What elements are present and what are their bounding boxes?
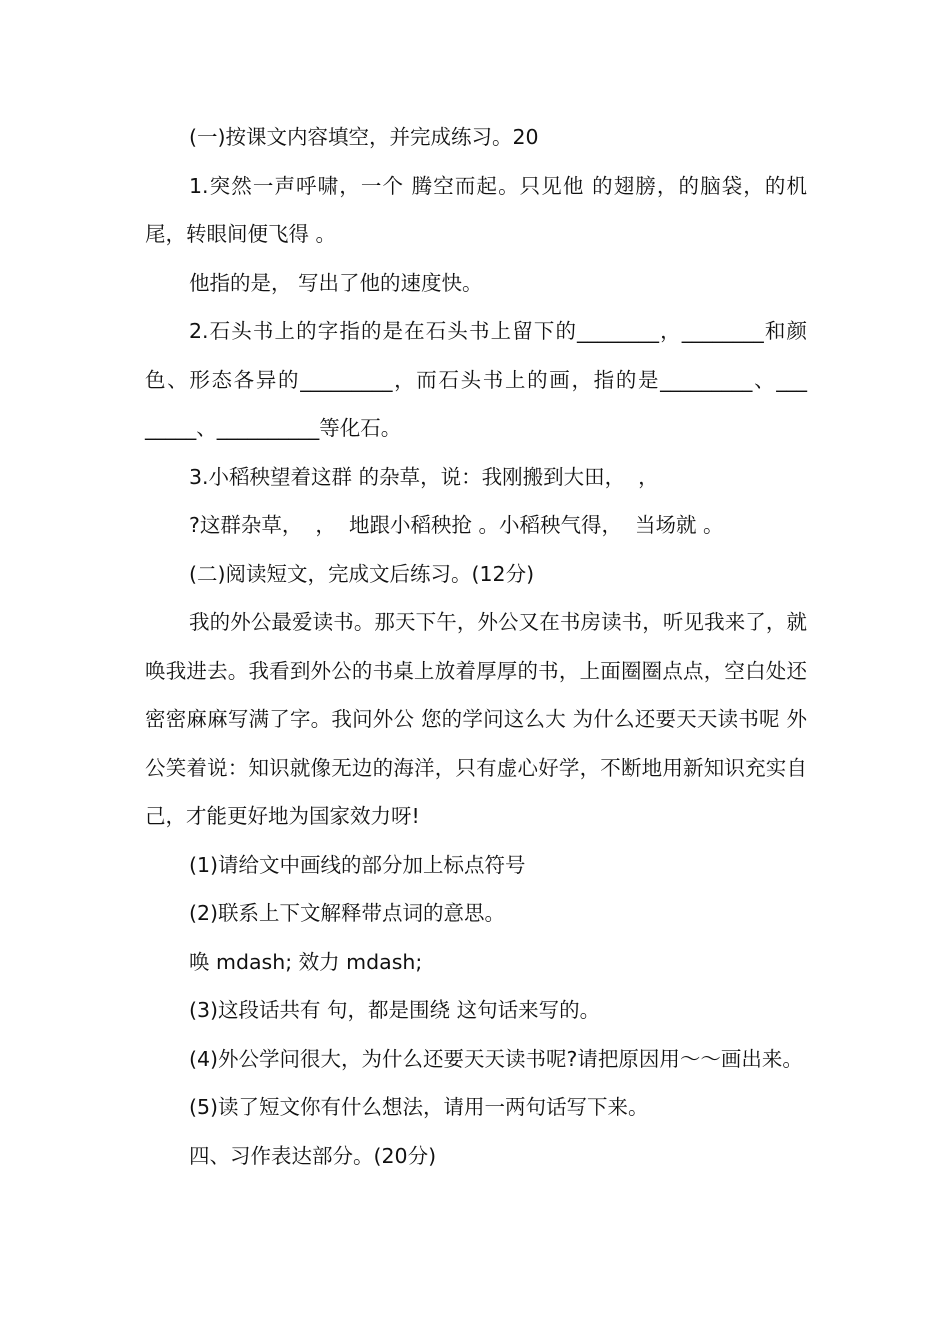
question-2-text: 2.石头书上的字指的是在石头书上留下的________，________和颜色、形态各异的_________，而石头书上的画，指的是_________、___ _____、__________等化石。 [145,319,814,440]
section-heading-reading: (二)阅读短文，完成文后练习。(12分) [189,561,535,586]
section-heading-fill-in: (一)按课文内容填空，并完成练习。20 [189,125,539,149]
exercise-2: (2)联系上下文解释带点词的意思。 [189,901,506,925]
question-1-text: 1.突然一声呼啸，一个 腾空而起。只见他 的翅膀，的脑袋，的机尾，转眼间便飞得 。 [145,173,807,246]
exercise-4: (4)外公学问很大，为什么还要天天读书呢?请把原因用～～画出来。 [189,1046,803,1071]
exercise-2-answer-line: 唤 mdash; 效力 mdash; [189,949,423,974]
exercise-5: (5)读了短文你有什么想法，请用一两句话写下来。 [189,1095,649,1119]
exercise-1: (1)请给文中画线的部分加上标点符号 [189,852,526,877]
section-heading-writing: 四、习作表达部分。(20分) [189,1143,437,1168]
question-3-continuation: ?这群杂草， ， 地跟小稻秧抢 。小稻秧气得， 当场就 。 [189,513,724,537]
question-3-text: 3.小稻秧望着这群 的杂草，说：我刚搬到大田， ， [189,464,659,489]
question-1-followup: 他指的是， 写出了他的速度快。 [189,270,483,295]
exercise-3: (3)这段话共有 句，都是围绕 这句话来写的。 [189,998,601,1022]
reading-passage: 我的外公最爱读书。那天下午，外公又在书房读书，听见我来了，就唤我进去。我看到外公的书桌上放着厚厚的书，上面圈圈点点，空白处还密密麻麻写满了字。我问外公 您的学问这么大 为什么还要天天读书呢 外公笑着说：知识就像无边的海洋，只有虚心好学，不断地用新知识充实自己，才能更好地为国家效力呀! [145,610,807,828]
document-body [145,113,814,1180]
